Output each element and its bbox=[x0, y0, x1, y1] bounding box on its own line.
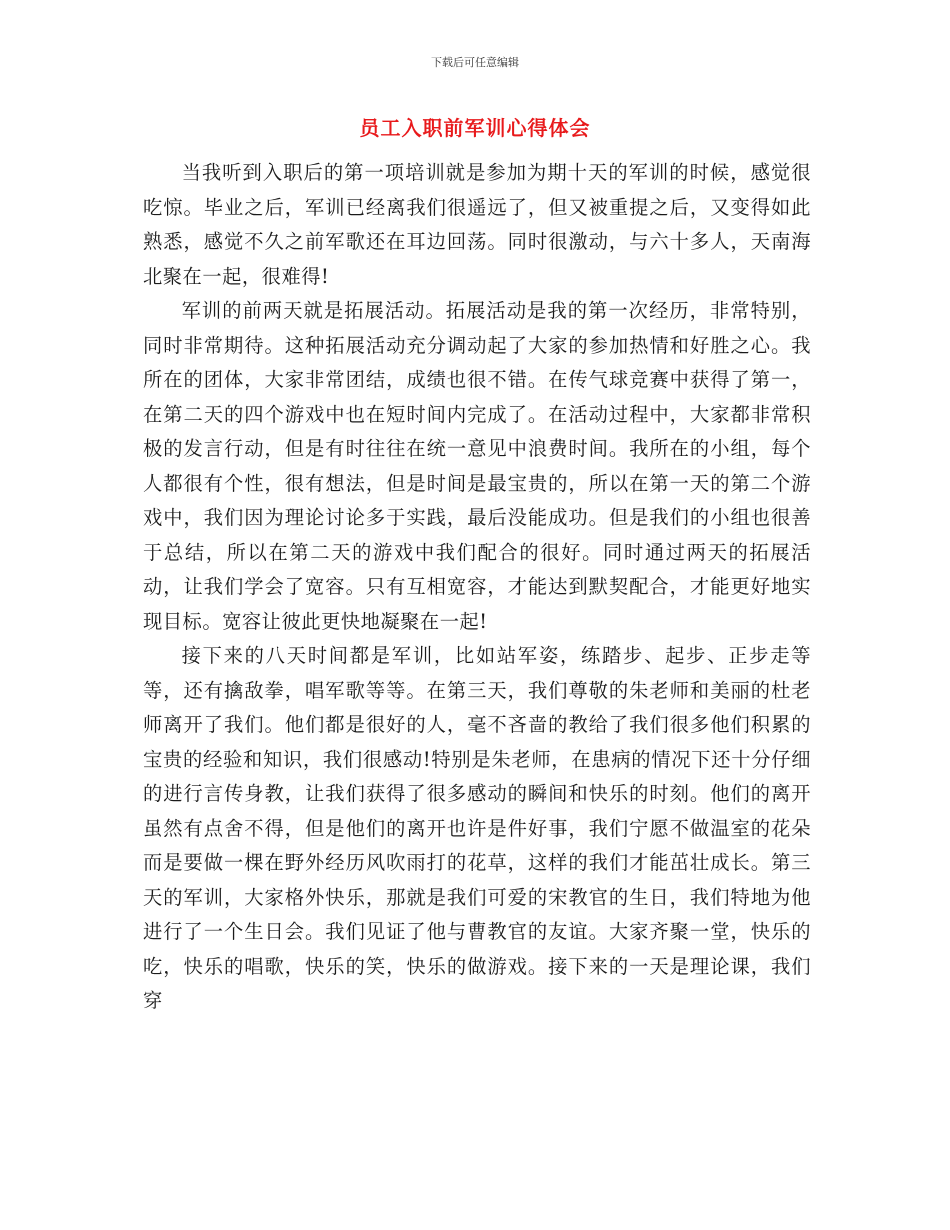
document-title: 员工入职前军训心得体会 bbox=[359, 116, 591, 140]
paragraph-1: 当我听到入职后的第一项培训就是参加为期十天的军训的时候，感觉很吃惊。毕业之后，军训已经离我们很遥远了，但又被重提之后，又变得如此熟悉，感觉不久之前军歌还在耳边回荡。同时很激动，与六十多人，天南海北聚在一起，很难得! bbox=[143, 161, 811, 288]
paragraph-3: 接下来的八天时间都是军训，比如站军姿，练踏步、起步、正步走等等，还有擒敌拳，唱军歌等等。在第三天，我们尊敬的朱老师和美丽的杜老师离开了我们。他们都是很好的人，毫不吝啬的教给了我们很多他们积累的宝贵的经验和知识，我们很感动!特别是朱老师，在患病的情况下还十分仔细的进行言传身教，让我们获得了很多感动的瞬间和快乐的时刻。他们的离开虽然有点舍不得，但是他们的离开也许是件好事，我们宁愿不做温室的花朵而是要做一棵在野外经历风吹雨打的花草，这样的我们才能茁壮成长。第三天的军训，大家格外快乐，那就是我们可爱的宋教官的生日，我们特地为他进行了一个生日会。我们见证了他与曹教官的友谊。大家齐聚一堂，快乐的吃，快乐的唱歌，快乐的笑，快乐的做游戏。接下来的一天是理论课，我们穿 bbox=[143, 644, 811, 1012]
header-note: 下载后可任意编辑 bbox=[431, 56, 519, 69]
document-body bbox=[143, 156, 811, 1019]
paragraph-2: 军训的前两天就是拓展活动。拓展活动是我的第一次经历，非常特别，同时非常期待。这种拓展活动充分调动起了大家的参加热情和好胜之心。我所在的团体，大家非常团结，成绩也很不错。在传气球竞赛中获得了第一，在第二天的四个游戏中也在短时间内完成了。在活动过程中，大家都非常积极的发言行动，但是有时往往在统一意见中浪费时间。我所在的小组，每个人都很有个性，很有想法，但是时间是最宝贵的，所以在第一天的第二个游戏中，我们因为理论讨论多于实践，最后没能成功。但是我们的小组也很善于总结，所以在第二天的游戏中我们配合的很好。同时通过两天的拓展活动，让我们学会了宽容。只有互相宽容，才能达到默契配合，才能更好地实现目标。宽容让彼此更快地凝聚在一起! bbox=[143, 299, 811, 633]
